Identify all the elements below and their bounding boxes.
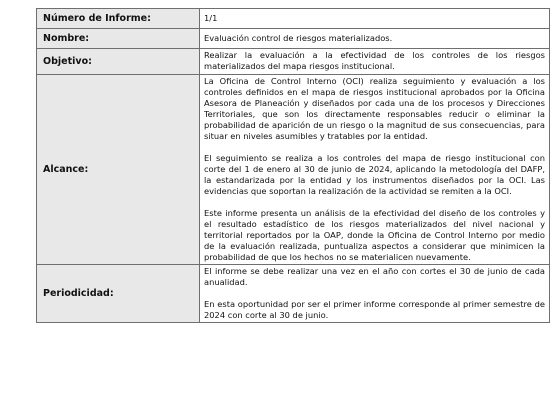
scope-paragraph-3: Este informe presenta un análisis de la efectividad del diseño de los controles y el resultado estadístico de los riesgos materializados del nivel nacional y territorial reportados por la OAP, donde la Oficina de Control Interno por medio de la evaluación realizada, puntualiza aspectos a considerar que minimicen la probabilidad de que los hechos no se materialicen nuevamente. (204, 208, 545, 262)
periodicity-label: Periodicidad: (37, 265, 200, 323)
objective-text: Realizar la evaluación a la efectividad de los controles de los riesgos materializados del mapa riesgos institucional. (204, 50, 545, 71)
table-row-report-number (37, 9, 550, 29)
scope-paragraph-2: El seguimiento se realiza a los controles del mapa de riesgo institucional con corte del 1 de enero al 30 de junio de 2024, aplicando la metodología del DAFP, la estandarizada por la entidad y los instrumentos diseñados por la OCI. Las evidencias que soportan la realización de la actividad se remiten a la OCI. (204, 153, 545, 196)
periodicity-paragraph-2: En esta oportunidad por ser el primer informe corresponde al primer semestre de 2024 con corte al 30 de junio. (204, 299, 545, 320)
report-number-value (200, 9, 550, 29)
table-row-name (37, 29, 550, 49)
table-row-objective (37, 49, 550, 75)
name-value (200, 29, 550, 49)
scope-label: Alcance: (37, 75, 200, 265)
table-row-periodicity (37, 265, 550, 323)
objective-label: Objetivo: (37, 49, 200, 75)
name-text: Evaluación control de riesgos materializados. (204, 33, 393, 43)
report-info-table (36, 8, 550, 323)
scope-value (200, 75, 550, 265)
report-number-label: Número de Informe: (37, 9, 200, 29)
scope-paragraph-1: La Oficina de Control Interno (OCI) realiza seguimiento y evaluación a los controles definidos en el mapa de riesgos institucional aprobados por la Oficina Asesora de Planeación y diseñados por cada una de los procesos y Direcciones Territoriales, que son los directamente responsables reducir o eliminar la probabilidad de aparición de un riesgo o la magnitud de sus consecuencias, para situar en niveles asumibles y tratables por la entidad. (204, 76, 545, 141)
table-row-scope (37, 75, 550, 265)
name-label: Nombre: (37, 29, 200, 49)
report-number-text: 1/1 (204, 13, 218, 23)
periodicity-value (200, 265, 550, 323)
periodicity-paragraph-1: El informe se debe realizar una vez en el año con cortes el 30 de junio de cada anualidad. (204, 266, 545, 287)
objective-value (200, 49, 550, 75)
